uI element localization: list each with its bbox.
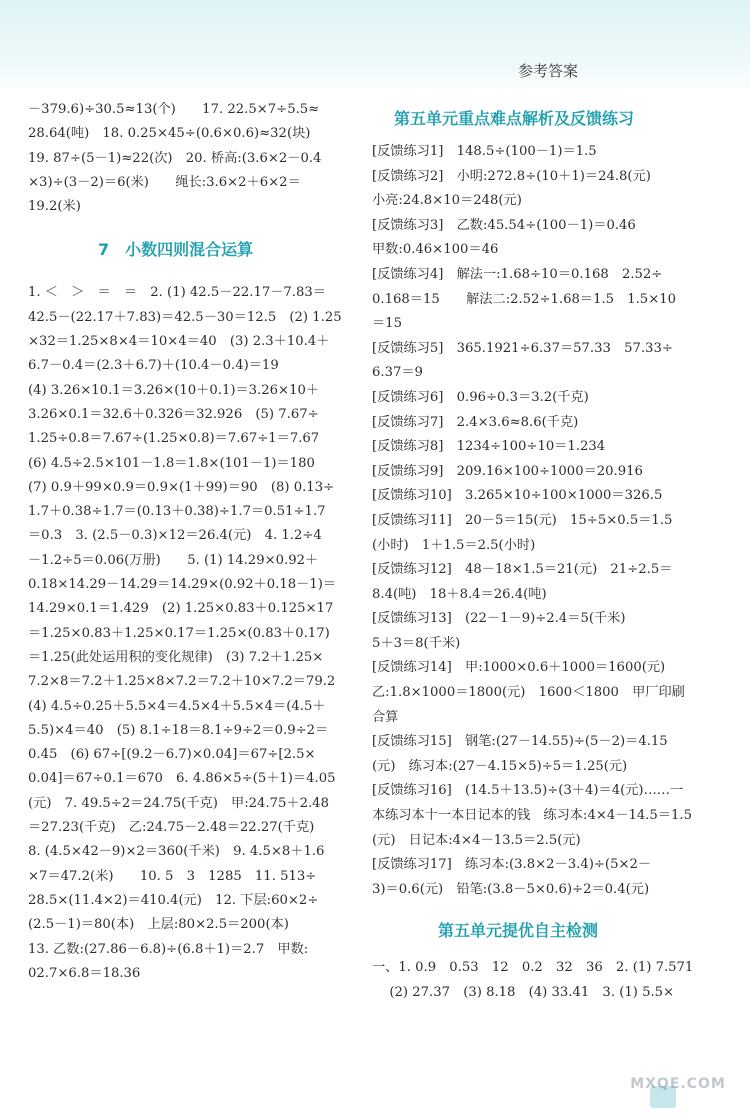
answer-line: 3.26×0.1＝32.6＋0.326＝32.926 (5) 7.67÷ bbox=[28, 406, 319, 422]
answer-line: (元) 练习本:(27－4.15×5)÷5＝1.25(元) bbox=[372, 758, 628, 774]
left-answers-top bbox=[28, 98, 350, 219]
answer-line: 3)＝0.6(元) 铅笔:(3.8－5×0.6)÷2＝0.4(元) bbox=[372, 881, 650, 897]
answer-line: ＝15 bbox=[372, 316, 402, 332]
answer-line: (2) 27.37 (3) 8.18 (4) 33.41 3. (1) 5.5× bbox=[372, 985, 675, 1000]
answer-line: (4) 4.5÷0.25＋5.5×4＝4.5×4＋5.5×4＝(4.5＋ bbox=[28, 698, 326, 714]
answer-line: [反馈练习6] 0.96÷0.3＝3.2(千克) bbox=[372, 389, 589, 405]
answer-line: －1.2÷5＝0.06(万册) 5. (1) 14.29×0.92＋ bbox=[28, 552, 319, 568]
answer-line: [反馈练习3] 乙数:45.54÷(100－1)＝0.46 bbox=[372, 217, 636, 233]
answer-line: 甲数:0.46×100＝46 bbox=[372, 242, 499, 258]
answer-line: 0.04]＝67÷0.1＝670 6. 4.86×5÷(5＋1)＝4.05 bbox=[28, 771, 336, 787]
section-title-unit5-selftest: 第五单元提优自主检测 bbox=[438, 921, 599, 941]
answer-line: 本练习本十一本日记本的钱 练习本:4×4－14.5＝1.5 bbox=[372, 808, 692, 824]
answer-line: (7) 0.9＋99×0.9＝0.9×(1＋99)＝90 (8) 0.13÷ bbox=[28, 479, 335, 495]
answer-line: 14.29×0.1＝1.429 (2) 1.25×0.83＋0.125×17 bbox=[28, 601, 334, 617]
answer-line: 19.2(米) bbox=[28, 199, 81, 215]
answer-line: [反馈练习2] 小明:272.8÷(10＋1)＝24.8(元) bbox=[372, 168, 651, 184]
answer-line: 5＋3＝8(千米) bbox=[372, 635, 461, 651]
answer-line: 7.2×8＝7.2＋1.25×8×7.2＝7.2＋10×7.2＝79.2 bbox=[28, 674, 336, 690]
answer-line: 1.7＋0.38÷1.7＝(0.13＋0.38)÷1.7＝0.51÷1.7 bbox=[28, 504, 326, 520]
answer-line: (元) 日记本:4×4－13.5＝2.5(元) bbox=[372, 832, 581, 848]
answer-line: 一、1. 0.9 0.53 12 0.2 32 36 2. (1) 7.571 bbox=[372, 960, 694, 976]
section-title-7: 7 小数四则混合运算 bbox=[98, 240, 254, 260]
answer-line: ＝1.25×0.83＋1.25×0.17＝1.25×(0.83＋0.17) bbox=[28, 625, 330, 641]
answer-line: 合算 bbox=[372, 709, 399, 725]
answer-line: 19. 87÷(5－1)≈22(次) 20. 桥高:(3.6×2－0.4 bbox=[28, 150, 322, 166]
right-column bbox=[372, 98, 707, 1006]
answer-line: (4) 3.26×10.1＝3.26×(10＋0.1)＝3.26×10＋ bbox=[28, 382, 320, 398]
answer-line: 乙:1.8×1000＝1800(元) 1600＜1800 甲厂印刷 bbox=[372, 685, 685, 701]
feedback-answers bbox=[372, 140, 707, 902]
answer-line: [反馈练习7] 2.4×3.6≈8.6(千克) bbox=[372, 414, 579, 430]
answer-line: 5.5)×4＝40 (5) 8.1÷18＝8.1÷9÷2＝0.9÷2＝ bbox=[28, 722, 329, 738]
answer-line: (6) 4.5÷2.5×101－1.8＝1.8×(101－1)＝180 bbox=[28, 455, 315, 471]
answer-line: [反馈练习5] 365.1921÷6.37＝57.33 57.33÷ bbox=[372, 340, 673, 356]
answer-line: [反馈练习8] 1234÷100÷10＝1.234 bbox=[372, 439, 606, 455]
answer-line: 42.5－(22.17＋7.83)＝42.5－30＝12.5 (2) 1.25 bbox=[28, 309, 342, 325]
answer-line: ＝27.23(千克) 乙:24.75－2.48＝22.27(千克) bbox=[28, 820, 315, 836]
section-title-unit5-feedback: 第五单元重点难点解析及反馈练习 bbox=[394, 109, 635, 128]
page-header-title: 参考答案 bbox=[518, 62, 579, 80]
answer-line: [反馈练习15] 钢笔:(27－14.55)÷(5－2)＝4.15 bbox=[372, 734, 668, 750]
answer-line: 8. (4.5×42－9)×2＝360(千米) 9. 4.5×8＋1.6 bbox=[28, 844, 325, 860]
answer-line: 6.37＝9 bbox=[372, 365, 423, 381]
answer-line: 0.18×14.29－14.29＝14.29×(0.92＋0.18－1)＝ bbox=[28, 577, 337, 593]
answer-line: 1. ＜ ＞ ＝ ＝ 2. (1) 42.5－22.17－7.83＝ bbox=[28, 285, 326, 301]
answer-line: ×32＝1.25×8×4＝10×4＝40 (3) 2.3＋10.4＋ bbox=[28, 334, 330, 350]
answer-line: [反馈练习4] 解法一:1.68÷10＝0.168 2.52÷ bbox=[372, 266, 663, 282]
answer-line: ＝0.3 3. (2.5－0.3)×12＝26.4(元) 4. 1.2÷4 bbox=[28, 528, 322, 544]
answer-line: [反馈练习1] 148.5÷(100－1)＝1.5 bbox=[372, 144, 597, 159]
answer-line: [反馈练习11] 20－5＝15(元) 15÷5×0.5＝1.5 bbox=[372, 512, 673, 528]
answer-line: 02.7×6.8＝18.36 bbox=[28, 965, 141, 981]
answer-line: [反馈练习13] (22－1－9)÷2.4＝5(千米) bbox=[372, 611, 626, 627]
watermark-logo bbox=[618, 1061, 738, 1107]
answer-line: 小亮:24.8×10＝248(元) bbox=[372, 193, 522, 209]
answer-line: ＝1.25(此处运用积的变化规律) (3) 7.2＋1.25× bbox=[28, 649, 324, 665]
answer-line: (元) 7. 49.5÷2＝24.75(千克) 甲:24.75＋2.48 bbox=[28, 795, 329, 811]
answer-line: [反馈练习16] (14.5＋13.5)÷(3＋4)＝4(元)……一 bbox=[372, 783, 684, 799]
answer-line: [反馈练习17] 练习本:(3.8×2－3.4)÷(5×2－ bbox=[372, 857, 652, 873]
answer-line: 0.45 (6) 67÷[(9.2－6.7)×0.04]＝67÷[2.5× bbox=[28, 747, 316, 763]
answer-line: (2.5－1)＝80(本) 上层:80×2.5＝200(本) bbox=[28, 917, 289, 933]
answer-line: 13. 乙数:(27.86－6.8)÷(6.8＋1)＝2.7 甲数: bbox=[28, 941, 309, 957]
answer-line: －379.6)÷30.5≈13(个) 17. 22.5×7÷5.5≈ bbox=[28, 102, 320, 117]
answer-line: ×7＝47.2(米) 10. 5 3 1285 11. 513÷ bbox=[28, 868, 317, 884]
answer-line: 6.7－0.4＝(2.3＋6.7)＋(10.4－0.4)＝19 bbox=[28, 358, 279, 374]
answer-line: 8.4(吨) 18＋8.4＝26.4(吨) bbox=[372, 586, 547, 602]
answer-line: (小时) 1＋1.5＝2.5(小时) bbox=[372, 537, 536, 553]
answer-line: 0.168＝15 解法二:2.52÷1.68＝1.5 1.5×10 bbox=[372, 291, 677, 307]
answer-line: 1.25÷0.8＝7.67÷(1.25×0.8)＝7.67÷1＝7.67 bbox=[28, 431, 320, 447]
answer-line: 28.5×(11.4×2)＝410.4(元) 12. 下层:60×2÷ bbox=[28, 892, 319, 908]
left-column bbox=[28, 98, 350, 986]
answer-line: [反馈练习9] 209.16×100÷1000＝20.916 bbox=[372, 463, 643, 479]
watermark-text: MXQE.COM bbox=[630, 1076, 726, 1092]
answer-line: [反馈练习10] 3.265×10÷100×1000＝326.5 bbox=[372, 488, 663, 504]
left-answers-bottom bbox=[28, 281, 350, 986]
answer-line: [反馈练习14] 甲:1000×0.6＋1000＝1600(元) bbox=[372, 660, 666, 676]
answer-line: ×3)÷(3－2)＝6(米) 绳长:3.6×2＋6×2＝ bbox=[28, 174, 301, 190]
answer-line: [反馈练习12] 48－18×1.5＝21(元) 21÷2.5＝ bbox=[372, 562, 673, 578]
page-top-band bbox=[0, 0, 750, 92]
answer-line: 28.64(吨) 18. 0.25×45÷(0.6×0.6)≈32(块) bbox=[28, 126, 311, 142]
selftest-answers bbox=[372, 956, 707, 1005]
